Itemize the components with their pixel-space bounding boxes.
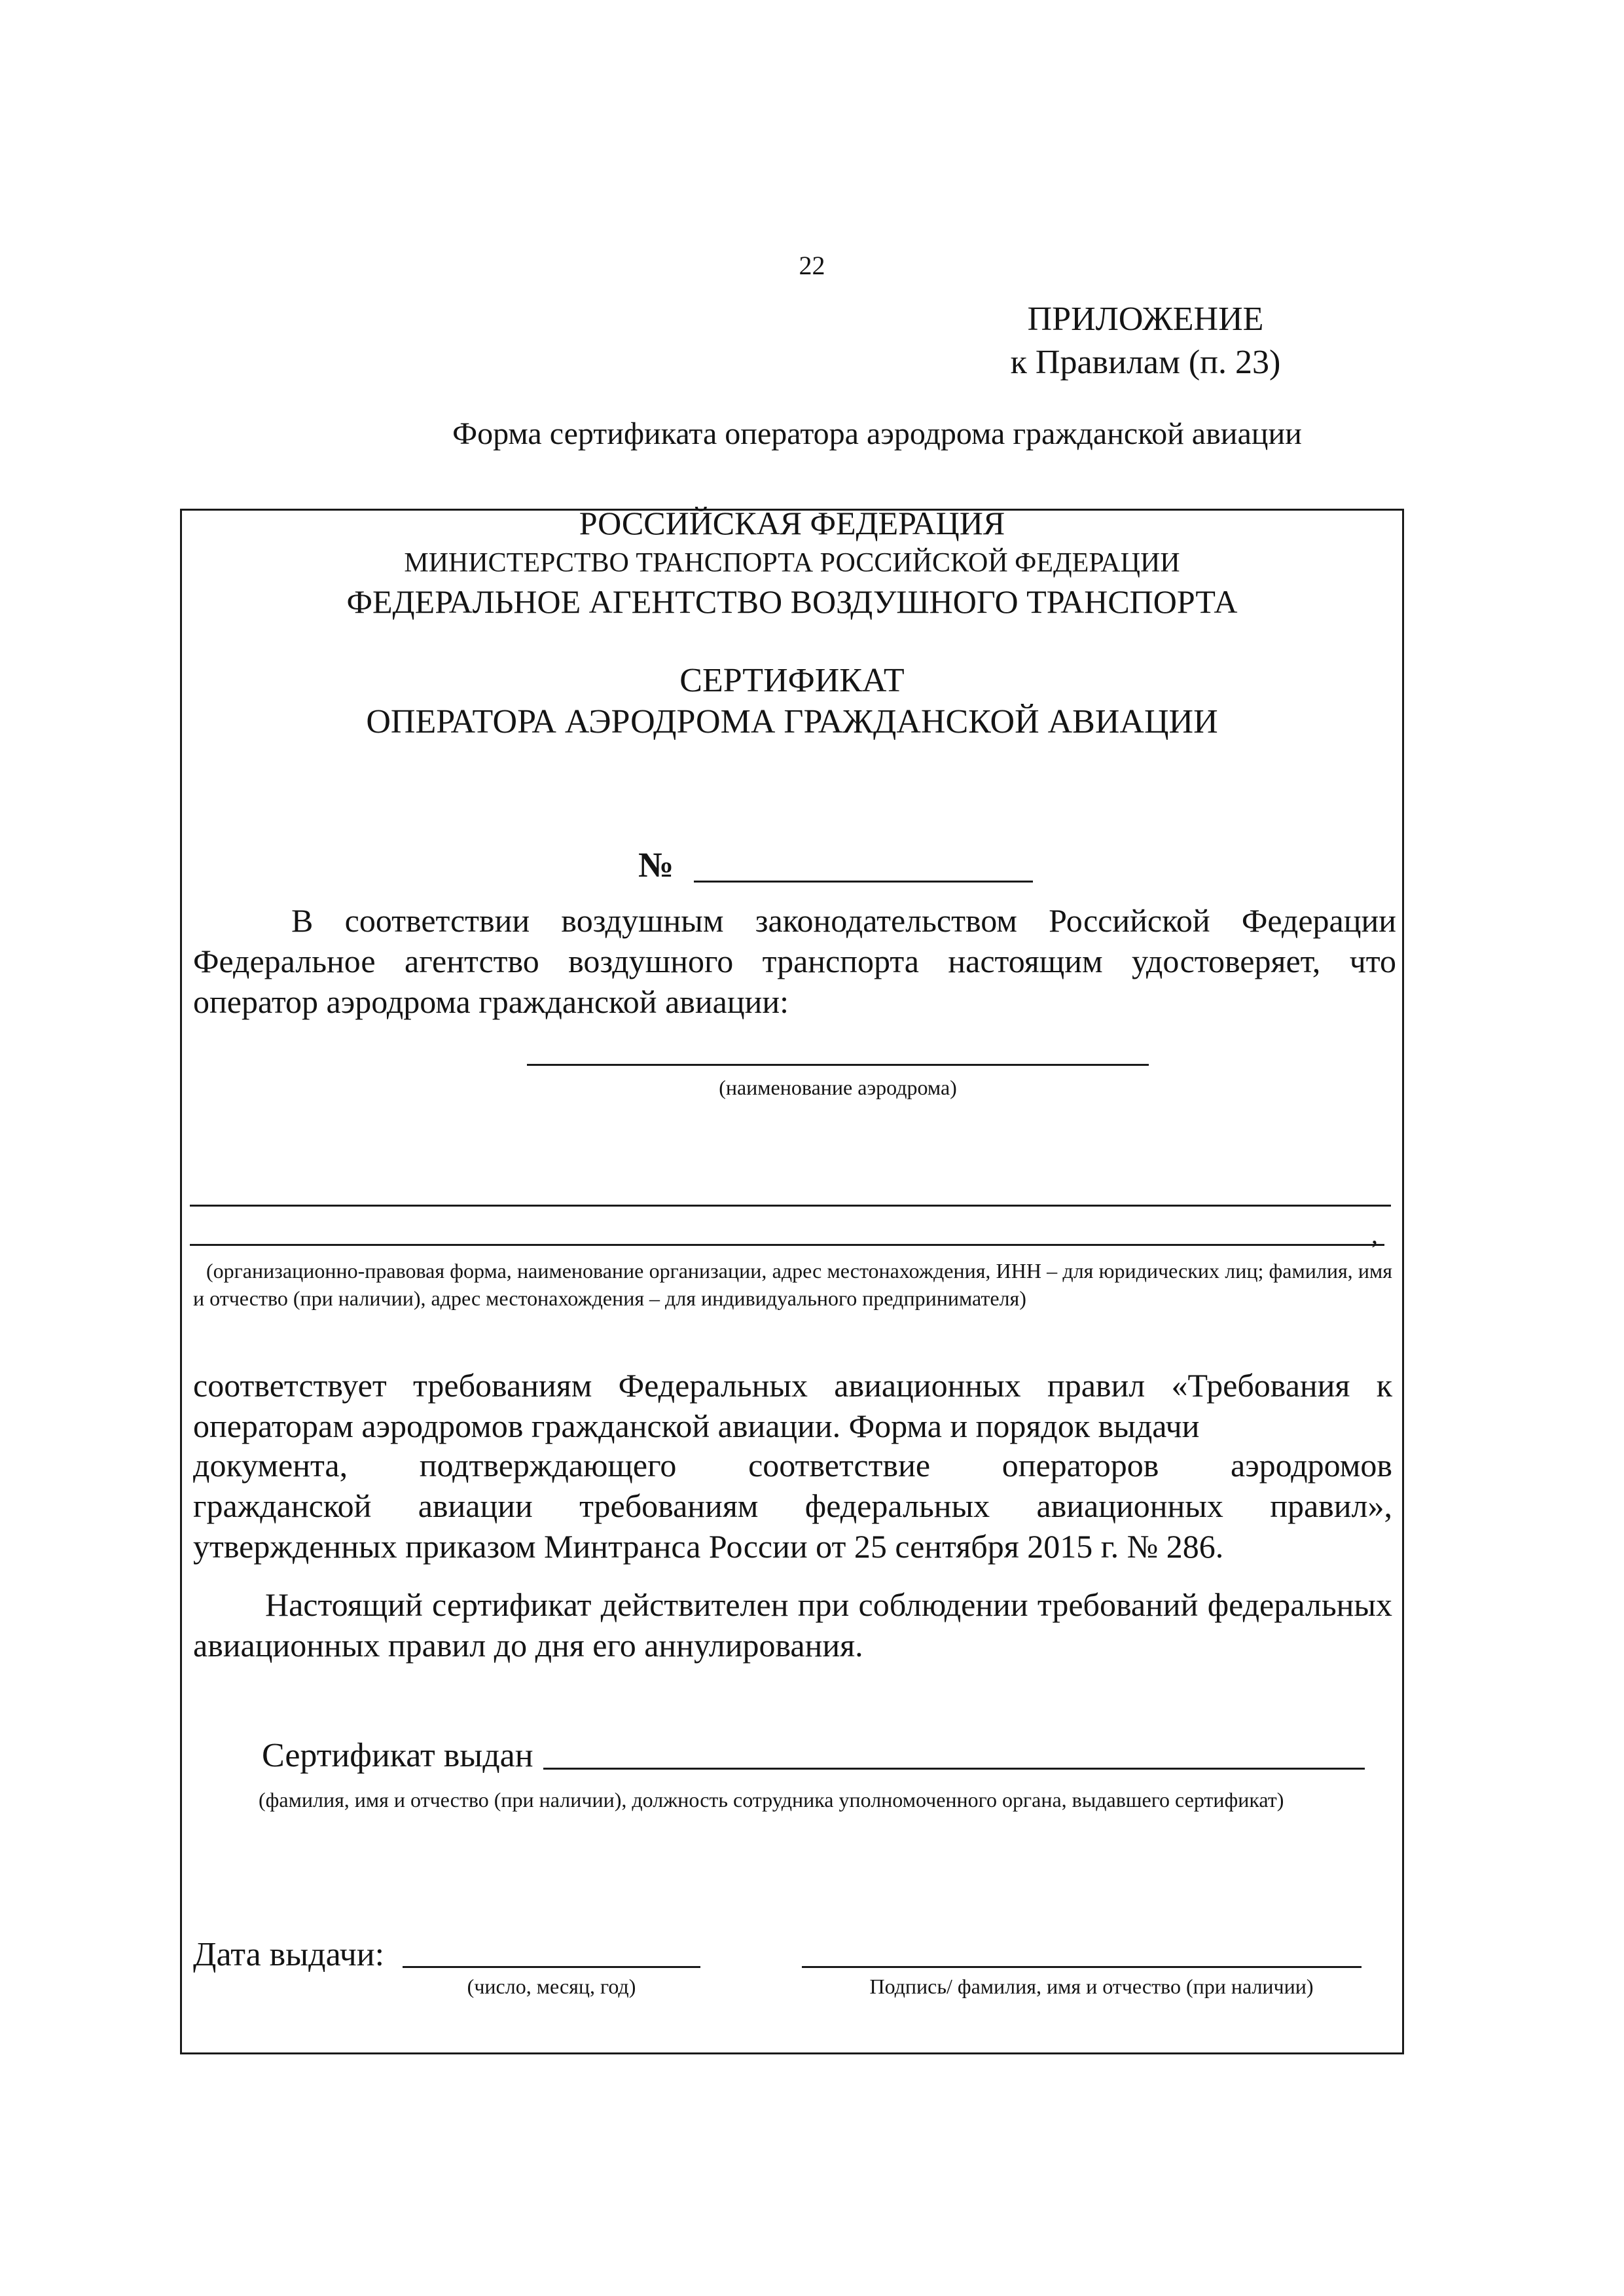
header-ministry: МИНИСТЕРСТВО ТРАНСПОРТА РОССИЙСКОЙ ФЕДЕРАЦИИ xyxy=(404,548,1180,578)
organization-line-comma: , xyxy=(1371,1220,1378,1249)
issued-label: Сертификат выдан xyxy=(262,1737,533,1774)
signature-field-line xyxy=(802,1966,1362,1968)
aerodrome-caption: (наименование аэродрома) xyxy=(719,1076,957,1099)
word: аэродромов xyxy=(1231,1447,1392,1484)
word: подтверждающего xyxy=(419,1447,677,1484)
word: соответствие xyxy=(748,1447,931,1484)
certificate-subtitle: ОПЕРАТОРА АЭРОДРОМА ГРАЖДАНСКОЙ АВИАЦИИ xyxy=(366,703,1218,740)
issuer-caption: (фамилия, имя и отчество (при наличии), должность сотрудника уполномоченного органа, выдавшего сертификат) xyxy=(259,1788,1284,1812)
aerodrome-field-line xyxy=(527,1064,1149,1066)
issuer-field-line xyxy=(543,1768,1365,1770)
word: требованиям xyxy=(579,1487,759,1524)
form-title: Форма сертификата оператора аэродрома гражданской авиации xyxy=(452,416,1302,451)
date-label: Дата выдачи: xyxy=(193,1936,385,1973)
validity-paragraph: Настоящий сертификат действителен при соблюдении требований федеральных авиационных правил до дня его аннулирования. xyxy=(193,1586,1392,1664)
signature-caption: Подпись/ фамилия, имя и отчество (при наличии) xyxy=(869,1975,1314,1998)
compliance-paragraph-start: соответствует требованиям Федеральных авиационных правил «Требования к операторам аэродромов гражданской авиации. Форма и порядок выдачи xyxy=(193,1367,1392,1444)
date-caption: (число, месяц, год) xyxy=(467,1975,636,1998)
word: документа, xyxy=(193,1447,348,1484)
word: федеральных xyxy=(804,1487,990,1524)
compliance-line-3 xyxy=(193,1446,1392,1484)
word: правил», xyxy=(1270,1487,1392,1524)
compliance-line-5: утвержденных приказом Минтранса России от 25 сентября 2015 г. № 286. xyxy=(193,1528,1224,1565)
organization-caption: (организационно-правовая форма, наименование организации, адрес местонахождения, ИНН – для юридических лиц; фамилия, имя и отчество (при наличии), адрес местонахождения – для индивидуального предпринимателя) xyxy=(193,1259,1392,1310)
compliance-line-4 xyxy=(193,1487,1392,1525)
appendix-title: ПРИЛОЖЕНИЕ xyxy=(1027,301,1264,338)
page-number: 22 xyxy=(799,251,825,280)
header-agency: ФЕДЕРАЛЬНОЕ АГЕНТСТВО ВОЗДУШНОГО ТРАНСПОРТА xyxy=(346,583,1238,620)
organization-field-line-2 xyxy=(190,1244,1384,1246)
header-country: РОССИЙСКАЯ ФЕДЕРАЦИЯ xyxy=(579,505,1005,541)
certificate-title: СЕРТИФИКАТ xyxy=(679,662,905,699)
word: гражданской xyxy=(193,1487,372,1524)
number-field-line xyxy=(694,881,1033,883)
intro-paragraph: В соответствии воздушным законодательством Российской Федерации Федеральное агентство воздушного транспорта настоящим удостоверяет, что оператор аэродрома гражданской авиации: xyxy=(193,902,1396,1020)
organization-field-line-1 xyxy=(190,1205,1391,1207)
word: авиационных xyxy=(1036,1487,1223,1524)
word: операторов xyxy=(1001,1447,1159,1484)
word: авиации xyxy=(418,1487,533,1524)
appendix-subtitle: к Правилам (п. 23) xyxy=(1010,344,1281,381)
number-sign: № xyxy=(638,845,674,884)
date-field-line xyxy=(403,1966,700,1968)
